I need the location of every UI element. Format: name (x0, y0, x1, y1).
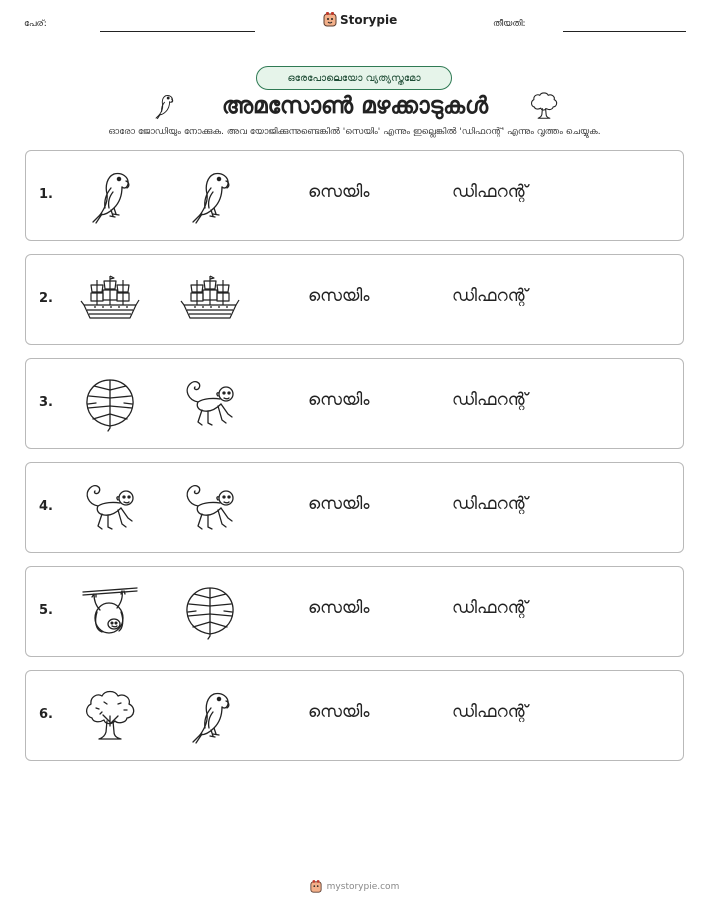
question-row-4 (25, 462, 684, 553)
question-row-1 (25, 150, 684, 241)
name-line[interactable] (100, 31, 255, 32)
monkey-icon (180, 480, 240, 536)
instructions: ഓരോ ജോഡിയും നോക്കുക. അവ യോജിക്കുന്നുണ്ടെങ്കിൽ 'സെയിം' എന്നും ഇല്ലെങ്കിൽ 'ഡിഫറന്റ്' എന്നും വൃത്തം ചെയ്യുക. (108, 127, 601, 137)
storypie-mascot-icon (323, 12, 337, 28)
different-option[interactable]: ഡിഫറന്റ് (452, 702, 528, 722)
brand-name: Storypie (340, 13, 398, 27)
ship-icon (180, 272, 240, 328)
same-option[interactable]: സെയിം (308, 494, 370, 514)
tree-icon (80, 688, 140, 744)
question-row-3 (25, 358, 684, 449)
same-or-different-badge: ഒരേപോലെയോ വ്യത്യസ്തമോ (256, 66, 452, 90)
parrot-icon (180, 688, 240, 744)
leaf-icon (180, 584, 240, 640)
footer-url[interactable]: mystorypie.com (326, 882, 400, 892)
monkey-icon (180, 376, 240, 432)
different-option[interactable]: ഡിഫറന്റ് (452, 182, 528, 202)
row-number: 5. (39, 603, 53, 618)
title-row (0, 90, 709, 124)
parrot-icon (150, 90, 178, 126)
question-row-5 (25, 566, 684, 657)
page-title: അമസോൺ മഴക്കാടുകൾ (221, 93, 489, 119)
footer (0, 880, 709, 894)
same-option[interactable]: സെയിം (308, 598, 370, 618)
different-option[interactable]: ഡിഫറന്റ് (452, 286, 528, 306)
date-label: തീയതി: (493, 19, 526, 29)
different-option[interactable]: ഡിഫറന്റ് (452, 598, 528, 618)
monkey-icon (80, 480, 140, 536)
row-number: 1. (39, 187, 53, 202)
leaf-icon (80, 376, 140, 432)
tree-icon (528, 90, 560, 126)
sloth-icon (80, 584, 140, 640)
same-option[interactable]: സെയിം (308, 702, 370, 722)
brand-logo (323, 12, 397, 28)
date-line[interactable] (563, 31, 686, 32)
question-row-6 (25, 670, 684, 761)
parrot-icon (180, 168, 240, 224)
different-option[interactable]: ഡിഫറന്റ് (452, 494, 528, 514)
same-option[interactable]: സെയിം (308, 182, 370, 202)
parrot-icon (80, 168, 140, 224)
row-number: 2. (39, 291, 53, 306)
same-option[interactable]: സെയിം (308, 390, 370, 410)
ship-icon (80, 272, 140, 328)
row-number: 6. (39, 707, 53, 722)
different-option[interactable]: ഡിഫറന്റ് (452, 390, 528, 410)
same-option[interactable]: സെയിം (308, 286, 370, 306)
question-row-2 (25, 254, 684, 345)
worksheet-header (0, 0, 709, 50)
row-number: 4. (39, 499, 53, 514)
storypie-mascot-icon (310, 880, 322, 894)
name-label: പേര്: (24, 19, 47, 29)
row-number: 3. (39, 395, 53, 410)
